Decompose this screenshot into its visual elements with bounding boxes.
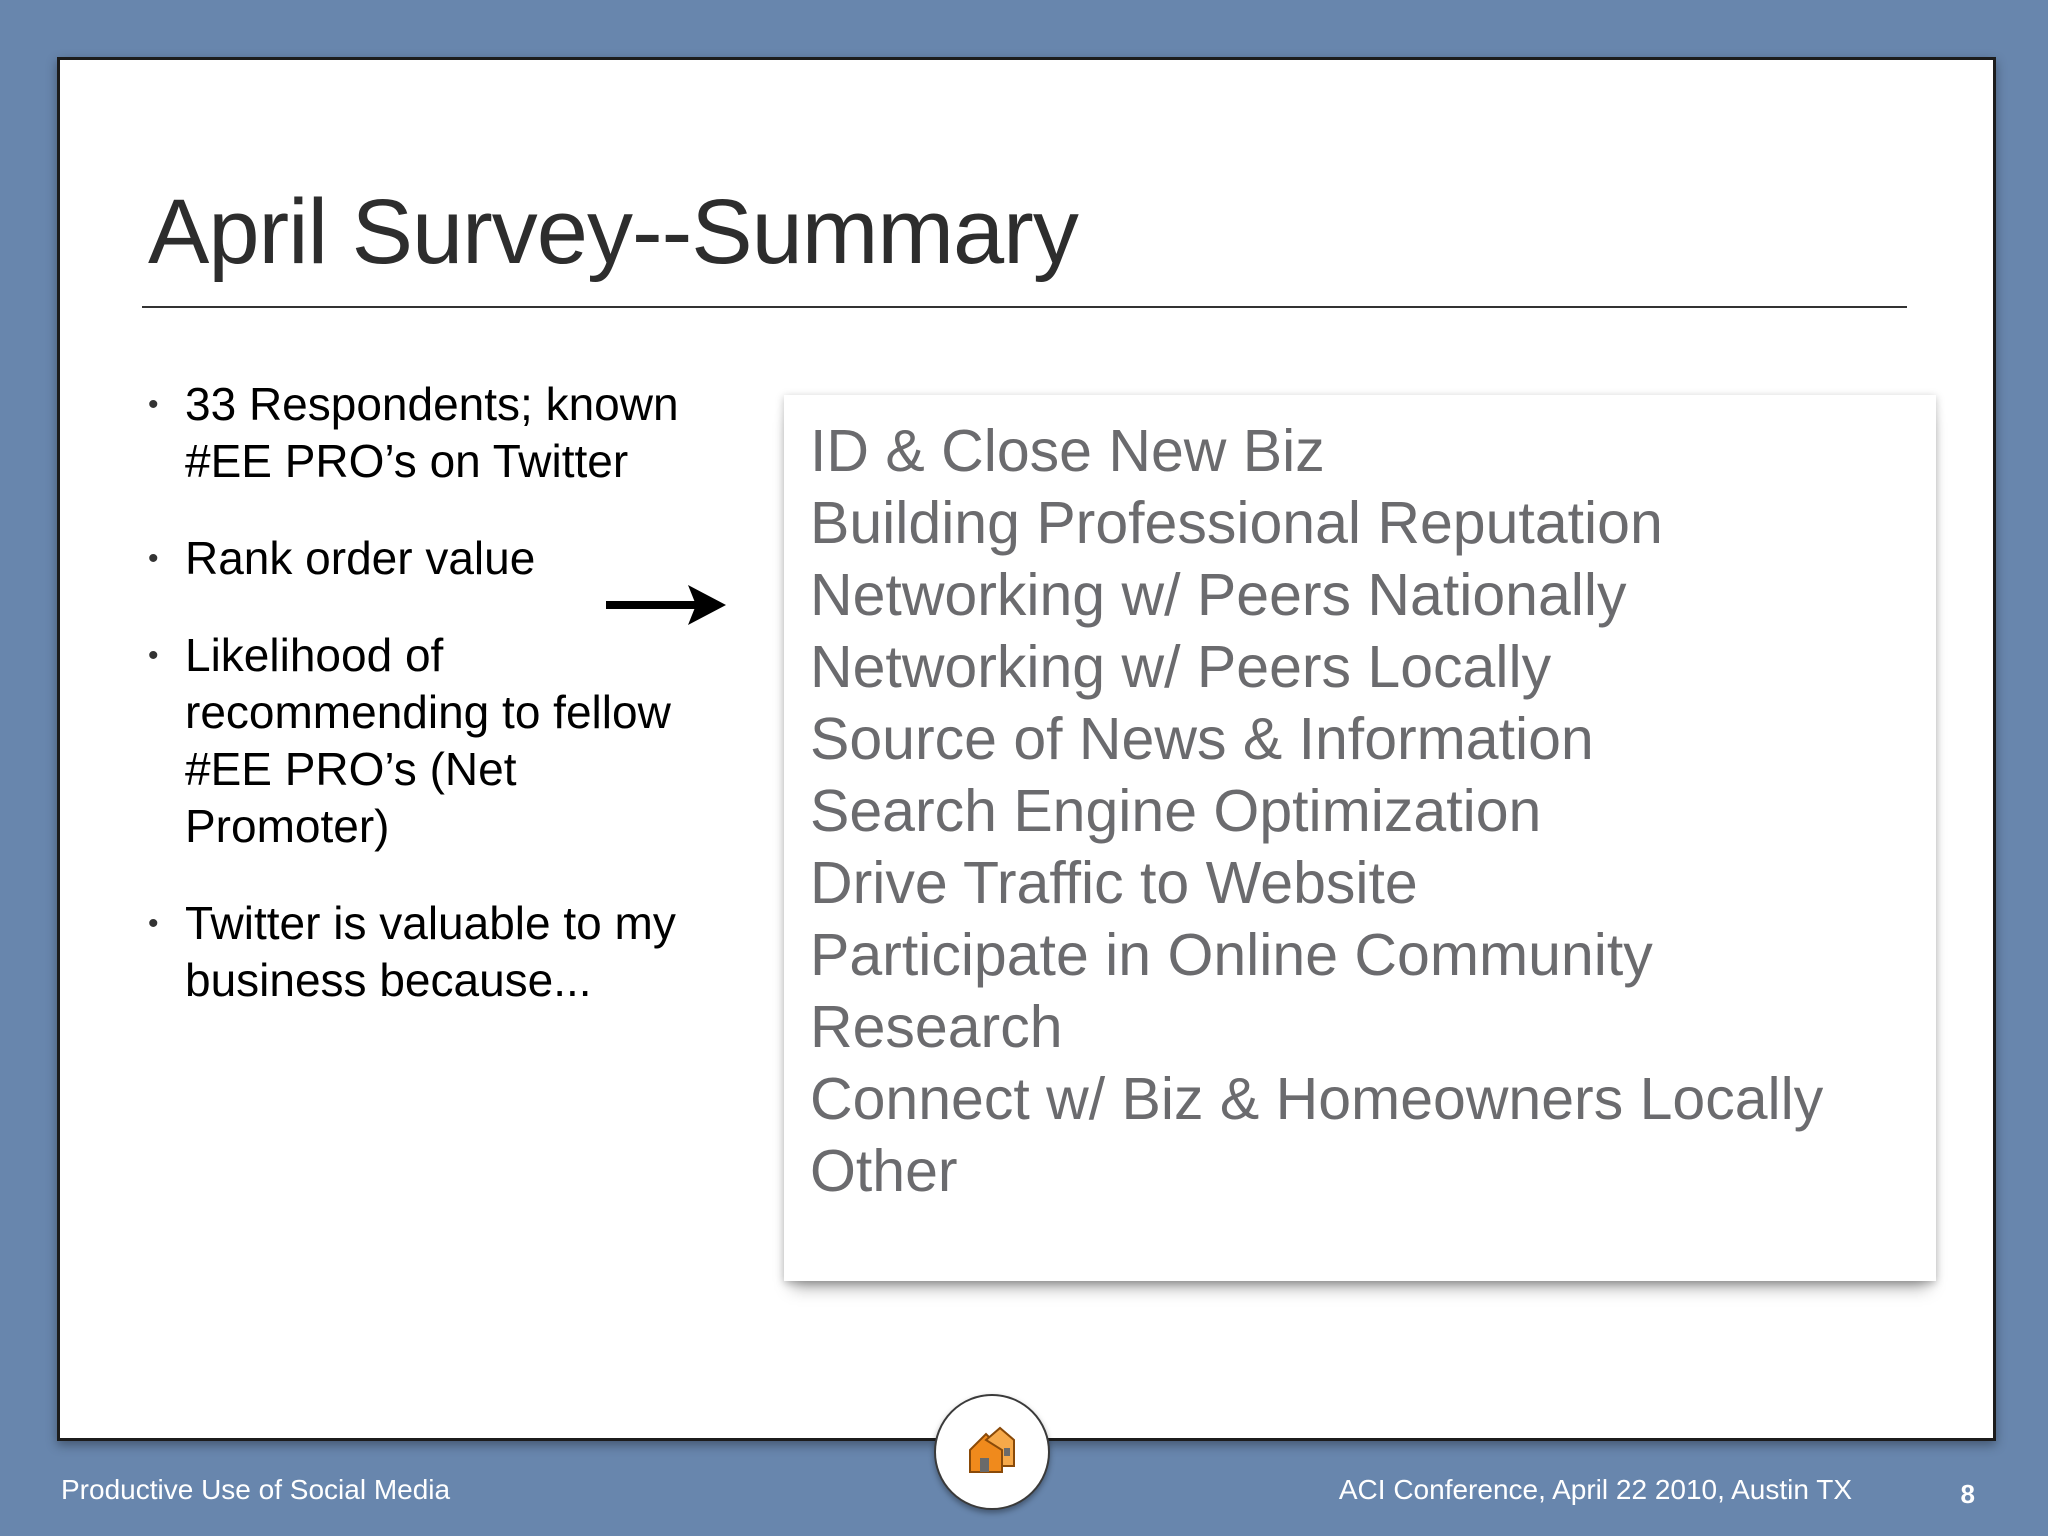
bullet-item: [148, 627, 708, 855]
bullet-text: 33 Respondents; known #EE PRO’s on Twitter: [185, 378, 679, 487]
bullet-dot-icon: •: [148, 388, 159, 421]
ranked-item: Networking w/ Peers Nationally: [810, 562, 1627, 628]
ranked-item: Source of News & Information: [810, 706, 1594, 772]
bullet-item: [148, 376, 708, 490]
bullet-dot-icon: •: [148, 907, 159, 940]
ranked-item: Connect w/ Biz & Homeowners Locally: [810, 1066, 1824, 1132]
bullet-text: Likelihood of recommending to fellow #EE PRO’s (Net Promoter): [185, 629, 671, 852]
ranked-list: [810, 415, 1823, 1207]
ranked-list-card: [784, 395, 1936, 1281]
ranked-item: ID & Close New Biz: [810, 418, 1325, 484]
slide: [57, 57, 1996, 1441]
bullet-item: [148, 530, 708, 587]
right-arrow-icon: [606, 580, 726, 630]
footer-presentation-title: Productive Use of Social Media: [61, 1474, 451, 1505]
ranked-item: Participate in Online Community: [810, 922, 1653, 988]
ranked-item: Research: [810, 994, 1063, 1060]
ranked-item: Other: [810, 1138, 958, 1204]
bullet-item: [148, 895, 708, 1009]
title-divider: [142, 306, 1907, 308]
bullet-text: Rank order value: [185, 532, 536, 584]
bullet-list: [148, 376, 708, 1049]
slide-title: April Survey--Summary: [148, 181, 1078, 283]
house-logo-icon: [966, 1426, 1018, 1478]
ranked-item: Networking w/ Peers Locally: [810, 634, 1552, 700]
bullet-text: Twitter is valuable to my business because...: [185, 897, 676, 1006]
ranked-item: Drive Traffic to Website: [810, 850, 1418, 916]
page-number: 8: [1960, 1479, 1975, 1509]
bullet-dot-icon: •: [148, 639, 159, 672]
house-logo-badge: [934, 1394, 1050, 1510]
bullet-dot-icon: •: [148, 542, 159, 575]
ranked-item: Building Professional Reputation: [810, 490, 1663, 556]
ranked-item: Search Engine Optimization: [810, 778, 1542, 844]
footer-event-info: ACI Conference, April 22 2010, Austin TX: [1338, 1474, 1852, 1505]
